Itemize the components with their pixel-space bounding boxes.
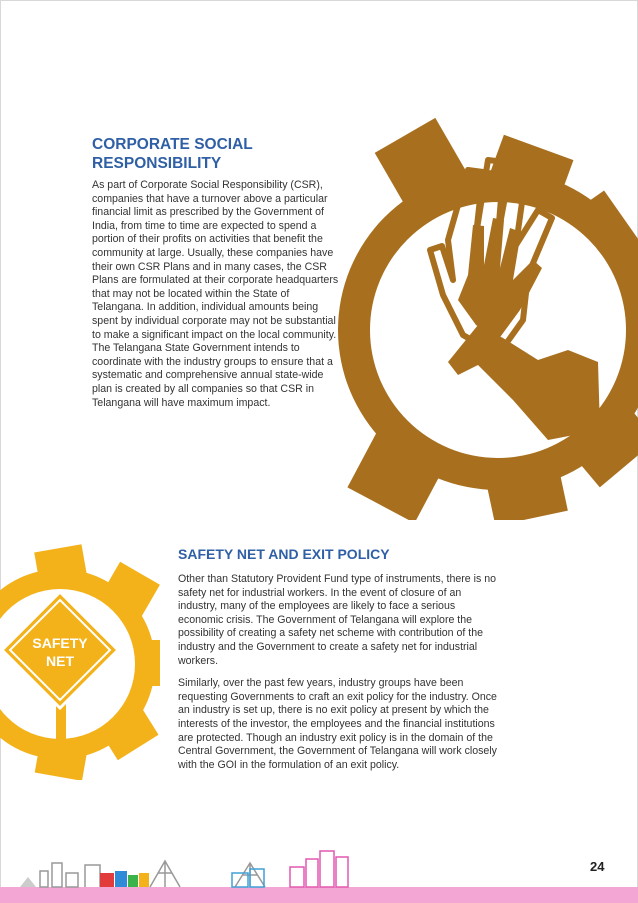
sign-line2: NET [46,653,74,669]
safety-body [178,573,500,772]
gear-with-safety-sign-icon [0,540,160,780]
safety-paragraph-1: Other than Statutory Provident Fund type of instruments, there is no safety net for industrial workers. In the event of closure of an industry, many of the employees are likely to face a serious economic crisis. The Government of Telangana will explore the possibility of creating a safety net scheme with contribution of the industry and the Government to create a safety net for industrial workers. [178,573,496,667]
csr-paragraph-text: As part of Corporate Social Responsibility (CSR), companies that have a turnover above a particular financial limit as prescribed by the Government of India, from time to time are expected to spend a portion of their profits on activities that benefit the community at large. Usually, these companies have their own CSR Plans and in many cases, the CSR Plans are formulated at their corporate headquarters that may not be located within the State of Telangana. In addition, individual amounts being spent by individual corporate may not be substantial to make a significant impact on the local community. The Telangana State Government intends to coordinate with the industry groups to ensure that a systematic and comprehensive annual state-wide plan is created by all companies so that CSR in Telangana will have maximum impact. [92,179,339,409]
csr-heading-line2: RESPONSIBILITY [92,155,222,172]
gear-with-hands-icon [338,100,638,520]
page-number: 24 [590,859,605,874]
cityscape-icon [0,843,638,903]
safety-paragraph-2: Similarly, over the past few years, industry groups have been requesting Governments to craft an exit policy for the industry. Once an industry is set up, there is no exit policy at present by which the interests of the investor, the employees and the financial institutions are protected. Though an industry exit policy is in the domain of the Central Government, the Government of Telangana will work closely with the GOI in the formulation of an exit policy. [178,677,497,771]
csr-paragraph [92,179,340,410]
safety-heading: SAFETY NET AND EXIT POLICY [178,546,390,562]
sign-line1: SAFETY [32,635,88,651]
csr-heading [92,135,332,173]
csr-heading-line1: CORPORATE SOCIAL [92,136,253,153]
